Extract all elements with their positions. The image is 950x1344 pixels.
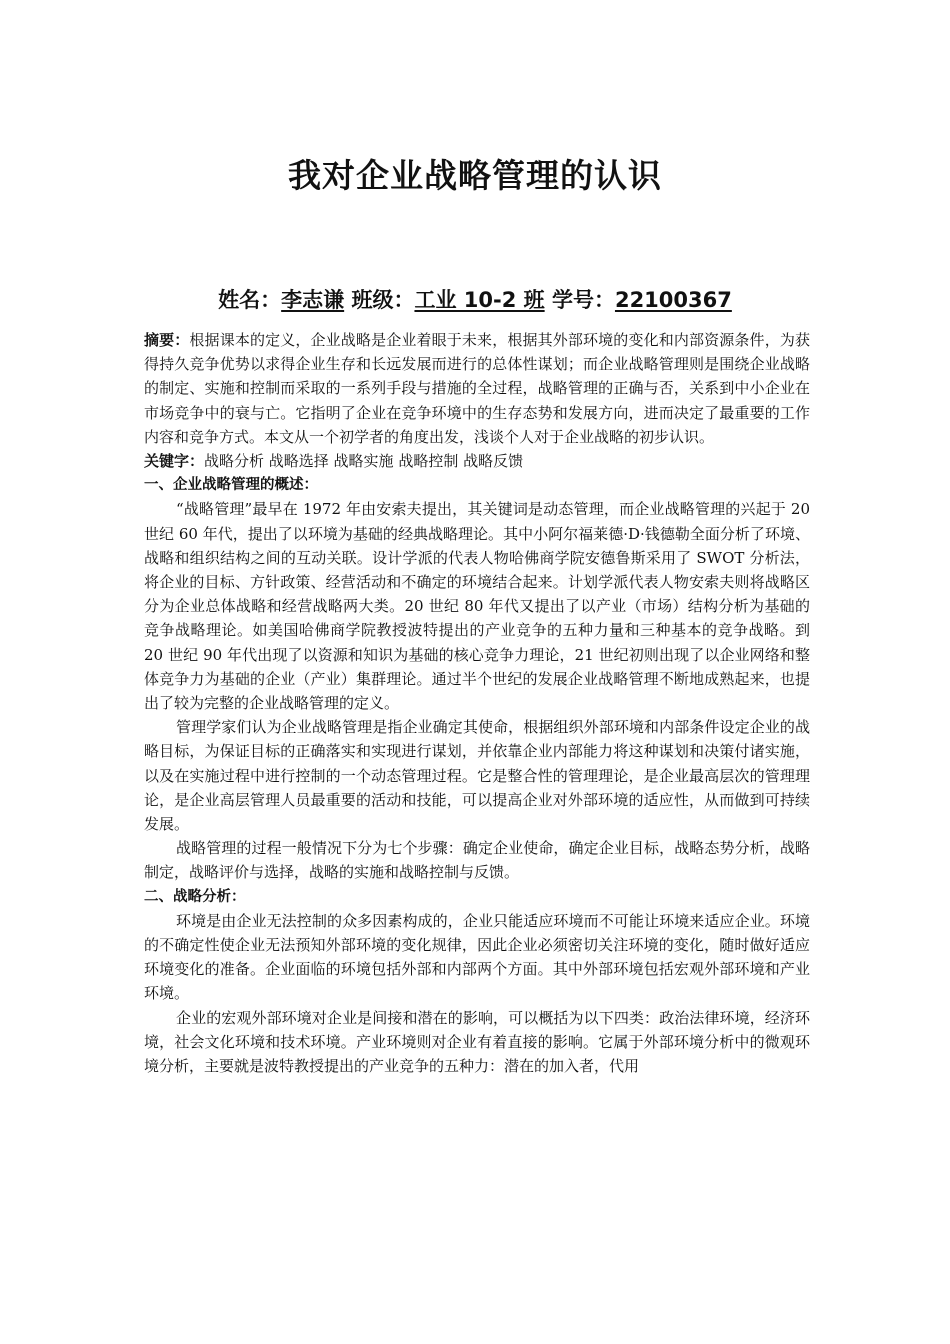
section-1-heading: 一、企业战略管理的概述：	[144, 477, 318, 494]
abstract-label: 摘要：	[144, 331, 190, 349]
keywords-label: 关键字：	[144, 452, 205, 471]
document-body	[144, 328, 810, 1078]
class-label: 班级：	[351, 288, 415, 312]
section-1-paragraph-2: 管理学家们认为企业战略管理是指企业确定其使命，根据组织外部环境和内部条件设定企业的战略目标，为保证目标的正确落实和实现进行谋划，并依靠企业内部能力将这种谋划和决策付诸实施，以及在实施过程中进行控制的一个动态管理过程。它是整合性的管理理论，是企业最高层次的管理理论，是企业高层管理人员最重要的活动和技能，可以提高企业对外部环境的适应性，从而做到可持续发展。	[144, 718, 810, 834]
author-name: 李志谦	[281, 288, 345, 312]
author-class: 工业 10-2 班	[414, 288, 545, 312]
document-title: 我对企业战略管理的认识	[288, 156, 662, 195]
name-label: 姓名：	[218, 288, 282, 312]
section-2-heading: 二、战略分析：	[144, 888, 246, 905]
section-2-paragraph-2: 企业的宏观外部环境对企业是间接和潜在的影响，可以概括为以下四类：政治法律环境，经济环境，社会文化环境和技术环境。产业环境则对企业有着直接的影响。它属于外部环境分析中的微观环境分析，主要就是波特教授提出的产业竞争的五种力：潜在的加入者，代用	[144, 1008, 810, 1076]
abstract-text: 根据课本的定义，企业战略是企业着眼于未来，根据其外部环境的变化和内部资源条件，为获得持久竞争优势以求得企业生存和长远发展而进行的总体性谋划；而企业战略管理则是围绕企业战略的制定、实施和控制而采取的一系列手段与措施的全过程，战略管理的正确与否，关系到中小企业在市场竞争中的衰与亡。它指明了企业在竞争环境中的生存态势和发展方向，进而决定了最重要的工作内容和竞争方式。本文从一个初学者的角度出发，浅谈个人对于企业战略的初步认识。	[144, 331, 810, 446]
author-line	[0, 284, 950, 314]
student-id: 22100367	[614, 288, 732, 312]
keywords-text: 战略分析 战略选择 战略实施 战略控制 战略反馈	[204, 452, 524, 471]
section-2-paragraph-1: 环境是由企业无法控制的众多因素构成的，企业只能适应环境而不可能让环境来适应企业。环境的不确定性使企业无法预知外部环境的变化规律，因此企业必须密切关注环境的变化，随时做好适应环境变化的准备。企业面临的环境包括外部和内部两个方面。其中外部环境包括宏观外部环境和产业环境。	[144, 911, 810, 1003]
section-1-paragraph-1: “战略管理”最早在 1972 年由安索夫提出，其关键词是动态管理，而企业战略管理的兴起于 20 世纪 60 年代，提出了以环境为基础的经典战略理论。其中小阿尔福莱德·D·钱德勒全面分析了环境、战略和组织结构之间的互动关联。设计学派的代表人物哈佛商学院安德鲁斯采用了 SWOT 分析法，将企业的目标、方针政策、经营活动和不确定的环境结合起来。计划学派代表人物安索夫则将战略区分为企业总体战略和经营战略两大类。20 世纪 80 年代又提出了以产业（市场）结构分析为基础的竞争战略理论。如美国哈佛商学院教授波特提出的产业竞争的五种力量和三种基本的竞争战略。到 20 世纪 90 年代出现了以资源和知识为基础的核心竞争力理论，21 世纪初则出现了以企业网络和整体竞争力为基础的企业（产业）集群理论。通过半个世纪的发展企业战略管理不断地成熟起来，也提出了较为完整的企业战略管理的定义。	[144, 500, 810, 713]
student-id-label: 学号：	[551, 288, 615, 312]
abstract-paragraph	[144, 328, 810, 449]
section-1-paragraph-3: 战略管理的过程一般情况下分为七个步骤：确定企业使命，确定企业目标，战略态势分析，战略制定，战略评价与选择，战略的实施和战略控制与反馈。	[144, 839, 810, 882]
keywords-paragraph	[144, 449, 810, 473]
